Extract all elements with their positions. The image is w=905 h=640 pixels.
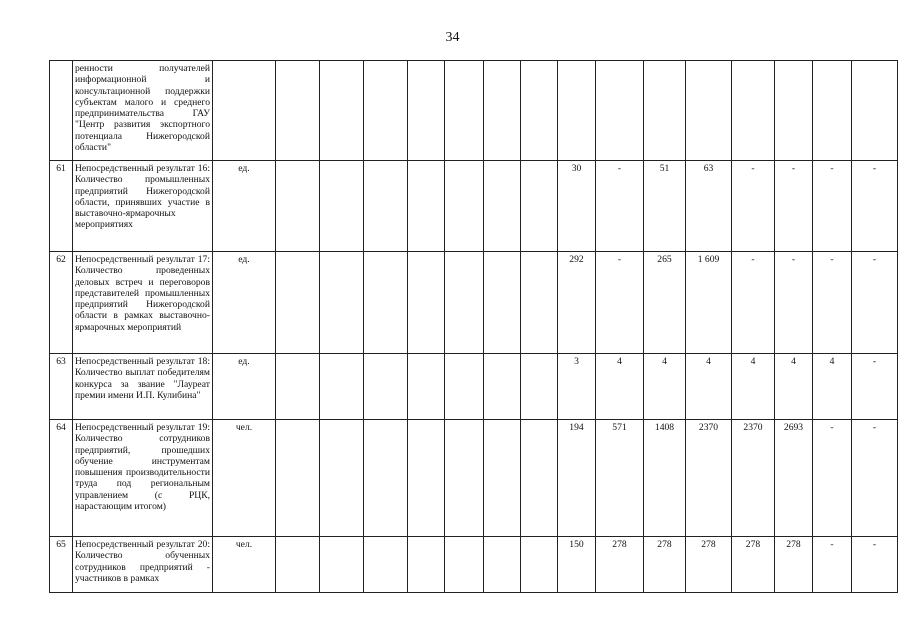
- row-number: 61: [50, 161, 73, 252]
- value-cell: [596, 61, 644, 161]
- value-cell: [521, 354, 558, 420]
- value-cell: 278: [775, 537, 813, 593]
- value-cell: 4: [686, 354, 732, 420]
- value-cell: [276, 420, 320, 537]
- value-cell: 278: [596, 537, 644, 593]
- value-cell: -: [852, 161, 898, 252]
- value-cell: [364, 252, 408, 354]
- table-row: [50, 420, 898, 537]
- value-cell: -: [852, 354, 898, 420]
- unit-cell: чел.: [213, 537, 276, 593]
- value-cell: [276, 61, 320, 161]
- value-cell: [521, 61, 558, 161]
- table-row: [50, 252, 898, 354]
- value-cell: [775, 61, 813, 161]
- row-number: 63: [50, 354, 73, 420]
- value-cell: [276, 354, 320, 420]
- value-cell: 278: [686, 537, 732, 593]
- value-cell: [364, 420, 408, 537]
- value-cell: [408, 61, 445, 161]
- value-cell: [276, 161, 320, 252]
- value-cell: [521, 252, 558, 354]
- value-cell: -: [775, 252, 813, 354]
- value-cell: [644, 61, 686, 161]
- row-number: [50, 61, 73, 161]
- value-cell: 2693: [775, 420, 813, 537]
- value-cell: -: [732, 161, 775, 252]
- value-cell: 278: [732, 537, 775, 593]
- value-cell: [408, 161, 445, 252]
- value-cell: [320, 161, 364, 252]
- table-row: [50, 61, 898, 161]
- value-cell: -: [852, 252, 898, 354]
- value-cell: [732, 61, 775, 161]
- value-cell: [813, 61, 852, 161]
- value-cell: 1 609: [686, 252, 732, 354]
- value-cell: [445, 420, 484, 537]
- value-cell: 51: [644, 161, 686, 252]
- value-cell: [484, 354, 521, 420]
- value-cell: [364, 161, 408, 252]
- unit-cell: ед.: [213, 161, 276, 252]
- value-cell: -: [813, 161, 852, 252]
- value-cell: 63: [686, 161, 732, 252]
- value-cell: [521, 420, 558, 537]
- value-cell: [320, 61, 364, 161]
- unit-cell: [213, 61, 276, 161]
- value-cell: [445, 537, 484, 593]
- table-row: [50, 161, 898, 252]
- value-cell: [521, 537, 558, 593]
- value-cell: [364, 61, 408, 161]
- unit-cell: ед.: [213, 354, 276, 420]
- value-cell: 4: [732, 354, 775, 420]
- value-cell: [320, 354, 364, 420]
- indicator-name: Непосредственный результат 20: Количество обученных сотрудников предприятий - участников в рамках: [73, 537, 213, 593]
- value-cell: [408, 252, 445, 354]
- value-cell: 265: [644, 252, 686, 354]
- value-cell: 4: [644, 354, 686, 420]
- value-cell: -: [813, 537, 852, 593]
- value-cell: 2370: [732, 420, 775, 537]
- table-row: [50, 537, 898, 593]
- value-cell: [276, 252, 320, 354]
- value-cell: 194: [558, 420, 596, 537]
- row-number: 65: [50, 537, 73, 593]
- value-cell: 4: [775, 354, 813, 420]
- value-cell: -: [775, 161, 813, 252]
- value-cell: 571: [596, 420, 644, 537]
- value-cell: [445, 161, 484, 252]
- table-row: [50, 354, 898, 420]
- value-cell: -: [852, 537, 898, 593]
- value-cell: [521, 161, 558, 252]
- row-number: 62: [50, 252, 73, 354]
- value-cell: [364, 354, 408, 420]
- indicator-name: Непосредственный результат 18: Количество выплат победителям конкурса за звание "Лауреат премии имени И.П. Кулибина": [73, 354, 213, 420]
- value-cell: 150: [558, 537, 596, 593]
- value-cell: 30: [558, 161, 596, 252]
- unit-cell: чел.: [213, 420, 276, 537]
- value-cell: -: [596, 252, 644, 354]
- value-cell: [484, 61, 521, 161]
- unit-cell: ед.: [213, 252, 276, 354]
- value-cell: -: [596, 161, 644, 252]
- value-cell: [445, 61, 484, 161]
- value-cell: [484, 161, 521, 252]
- value-cell: [408, 420, 445, 537]
- value-cell: -: [852, 420, 898, 537]
- value-cell: 3: [558, 354, 596, 420]
- value-cell: [558, 61, 596, 161]
- value-cell: -: [732, 252, 775, 354]
- value-cell: [484, 252, 521, 354]
- value-cell: [852, 61, 898, 161]
- value-cell: [320, 420, 364, 537]
- value-cell: 292: [558, 252, 596, 354]
- value-cell: [408, 354, 445, 420]
- indicator-name: Непосредственный результат 17: Количество проведенных деловых встреч и переговоров представителей промышленных предприятий Нижегородской области в рамках выставочно-ярмарочных мероприятий: [73, 252, 213, 354]
- value-cell: 278: [644, 537, 686, 593]
- value-cell: [686, 61, 732, 161]
- value-cell: -: [813, 420, 852, 537]
- row-number: 64: [50, 420, 73, 537]
- value-cell: [484, 537, 521, 593]
- value-cell: 2370: [686, 420, 732, 537]
- indicator-name: Непосредственный результат 19: Количество сотрудников предприятий, прошедших обучение инструментам повышения производительности труда под региональным управлением (с РЦК, нарастающим итогом): [73, 420, 213, 537]
- value-cell: 1408: [644, 420, 686, 537]
- indicators-table: [49, 60, 898, 593]
- value-cell: 4: [596, 354, 644, 420]
- value-cell: [320, 252, 364, 354]
- value-cell: [445, 354, 484, 420]
- value-cell: [484, 420, 521, 537]
- value-cell: [364, 537, 408, 593]
- value-cell: [408, 537, 445, 593]
- value-cell: [320, 537, 364, 593]
- page-number: 34: [445, 30, 460, 45]
- value-cell: [276, 537, 320, 593]
- indicator-name: ренности получателей информационной и консультационной поддержки субъектам малого и среднего предпринимательства ГАУ "Центр развития экспортного потенциала Нижегородской области": [73, 61, 213, 161]
- value-cell: [445, 252, 484, 354]
- value-cell: -: [813, 252, 852, 354]
- value-cell: 4: [813, 354, 852, 420]
- indicator-name: Непосредственный результат 16: Количество промышленных предприятий Нижегородской области, принявших участие в выставочно-ярмарочных мероприятиях: [73, 161, 213, 252]
